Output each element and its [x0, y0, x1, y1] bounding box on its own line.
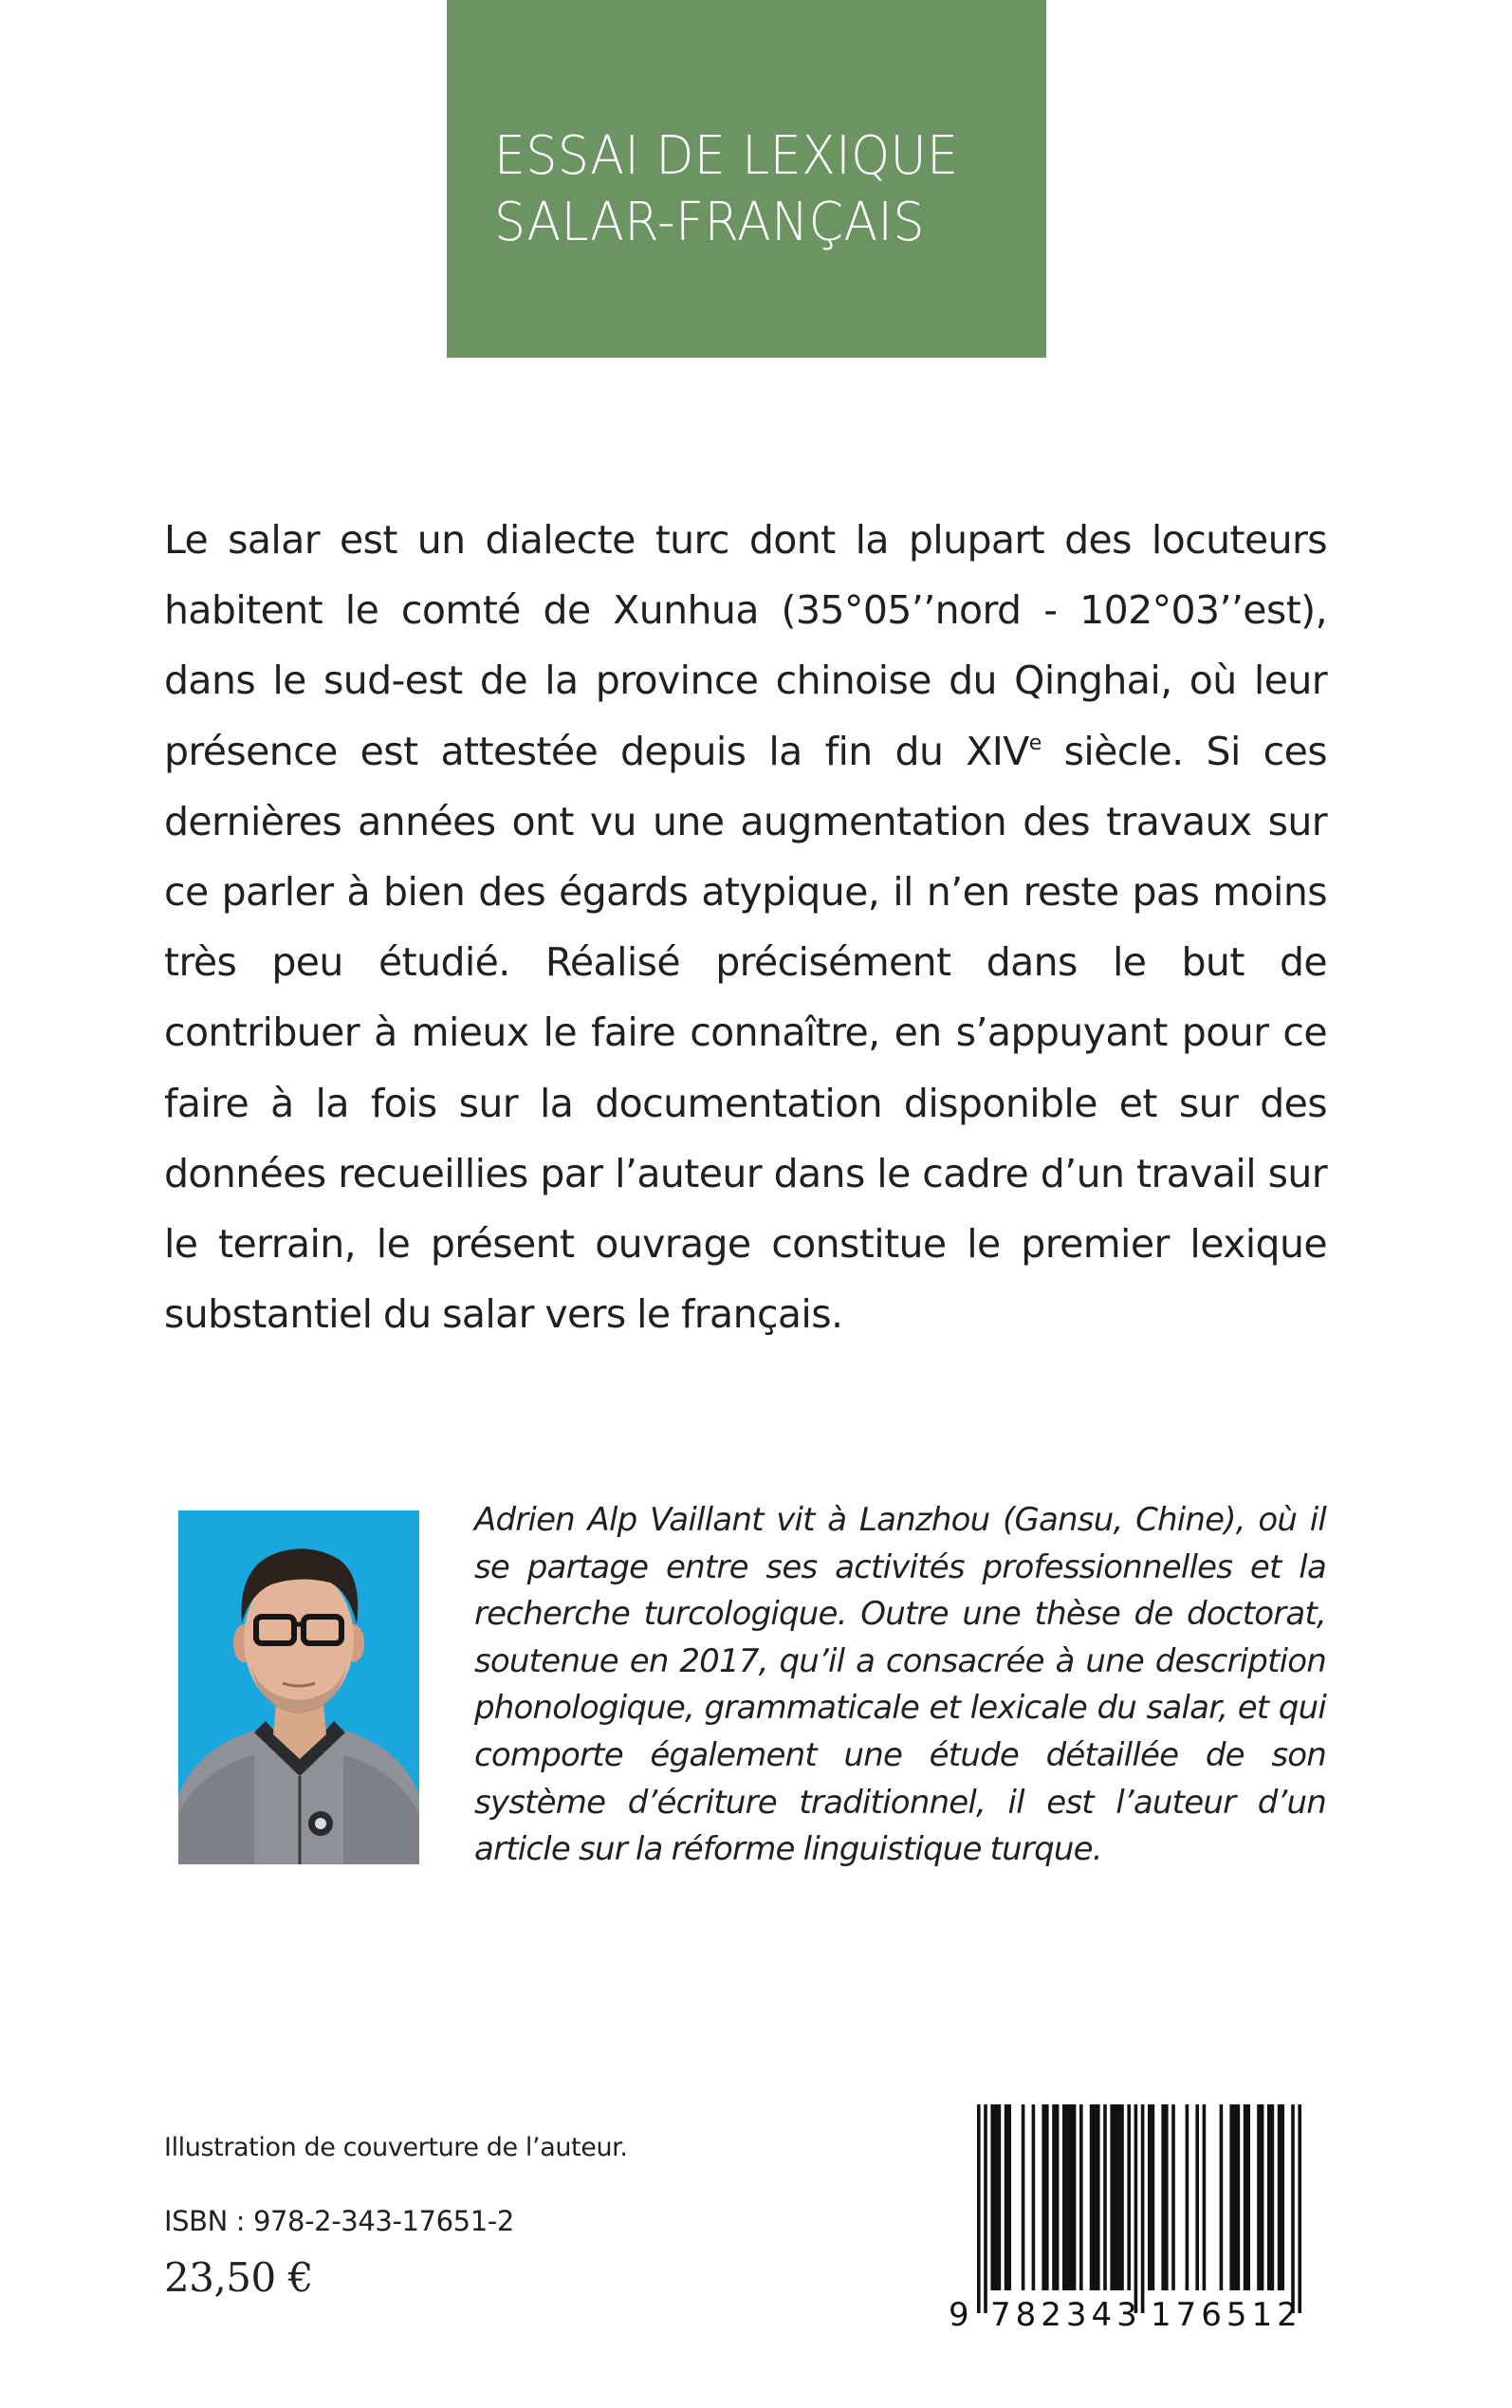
barcode-bar: [1195, 2104, 1199, 2290]
cover-title-box: [447, 0, 1046, 358]
barcode-guard-bar: [1141, 2104, 1145, 2313]
barcode-bar: [1186, 2104, 1189, 2290]
barcode-guard-bar: [1298, 2104, 1301, 2313]
title-line-2: SALAR-FRANÇAIS: [494, 192, 925, 253]
price: 23,50 €: [164, 2254, 313, 2301]
century-superscript: e: [1028, 731, 1042, 755]
barcode-bar: [1257, 2104, 1263, 2290]
barcode-bar: [990, 2104, 1001, 2290]
barcode-bar: [1032, 2104, 1036, 2290]
book-blurb: [164, 505, 1327, 1349]
barcode-bars: [949, 2101, 1324, 2343]
barcode-bar: [1052, 2104, 1059, 2290]
barcode-bar: [1229, 2104, 1240, 2290]
blurb-text-part1: Le salar est un dialecte turc dont la plupart des locuteurs habitent le comté de Xunhua (35°05’’nord - 102°03’’est), dans le sud-est de la province chinoise du Qinghai, où leur présence est attestée depuis la fin du XIV: [164, 517, 1327, 774]
barcode-bar: [1267, 2104, 1274, 2290]
author-photo: [178, 1510, 419, 1864]
barcode-bar: [1244, 2104, 1250, 2290]
barcode-digit-group-1: 782343: [990, 2296, 1142, 2334]
blurb-text-part2: siècle. Si ces dernières années ont vu une augmentation des travaux sur ce parler à bien des égards atypique, il n’en reste pas moins très peu étudié. Réalisé précisément dans le but de contribuer à mieux le faire connaître, en s’appuyant pour ce faire à la fois sur la documentation disponible et sur des données recueillies par l’auteur dans le cadre d’un travail sur le terrain, le présent ouvrage constitue le premier lexique substantiel du salar vers le français.: [164, 728, 1327, 1338]
barcode-guard-bar: [984, 2104, 987, 2313]
barcode-bar: [1110, 2104, 1123, 2290]
barcode-bar: [1062, 2104, 1076, 2290]
barcode-bar: [1005, 2104, 1011, 2290]
barcode-digit-group-2: 176512: [1151, 2296, 1302, 2334]
barcode-guard-bar: [1134, 2104, 1138, 2313]
barcode-bar: [1022, 2104, 1025, 2290]
cover-illustration-credit: Illustration de couverture de l’auteur.: [164, 2133, 628, 2162]
barcode-bar: [1090, 2104, 1100, 2290]
barcode-bar: [1103, 2104, 1107, 2290]
barcode-bar: [1203, 2104, 1207, 2290]
barcode-bar: [1171, 2104, 1175, 2290]
barcode-bar: [1220, 2104, 1224, 2290]
barcode-bar: [1161, 2104, 1168, 2290]
isbn: ISBN : 978-2-343-17651-2: [164, 2205, 514, 2237]
barcode: [949, 2101, 1324, 2343]
barcode-guard-bar: [1291, 2104, 1295, 2313]
author-bio: Adrien Alp Vaillant vit à Lanzhou (Gansu, Chine), où il se partage entre ses activités professionnelles et la recherche turcologique. Outre une thèse de doctorat, soutenue en 2017, qu’il a consacrée à une description phonologique, grammaticale et lexicale du salar, et qui comporte également une étude détaillée de son système d’écriture traditionnel, il est l’auteur d’un article sur la réforme linguistique turque.: [474, 1501, 1326, 1869]
barcode-bar: [1148, 2104, 1154, 2290]
barcode-lead-digit: 9: [949, 2296, 969, 2334]
barcode-bar: [1278, 2104, 1284, 2290]
author-portrait-illustration: [178, 1510, 419, 1864]
title-line-1: ESSAI DE LEXIQUE: [494, 125, 959, 187]
barcode-bar: [1079, 2104, 1083, 2290]
barcode-bar: [1042, 2104, 1048, 2290]
barcode-guard-bar: [977, 2104, 981, 2313]
barcode-bar: [1127, 2104, 1131, 2290]
